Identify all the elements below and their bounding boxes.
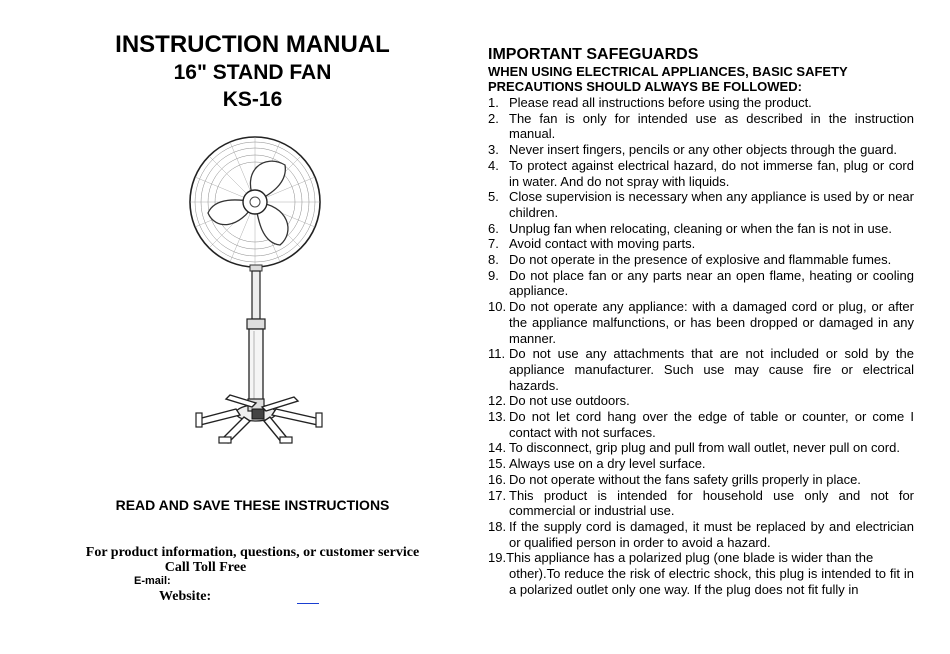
manual-title: INSTRUCTION MANUAL xyxy=(115,31,390,58)
list-item: 18. If the supply cord is damaged, it must be replaced by and electrician or qualified person in order to avoid a hazard. xyxy=(488,518,914,550)
list-item: 12. Do not use outdoors. xyxy=(488,393,630,409)
list-item: 16. Do not operate without the fans safety grills properly in place. xyxy=(488,471,861,487)
read-save-notice: READ AND SAVE THESE INSTRUCTIONS xyxy=(115,497,390,513)
model-number: KS-16 xyxy=(222,88,283,111)
list-item: 2. The fan is only for intended use as described in the instruction manual. xyxy=(488,110,914,142)
contact-info-line: For product information, questions, or customer service xyxy=(85,545,420,560)
safeguards-heading: IMPORTANT SAFEGUARDS xyxy=(488,46,699,63)
stand-fan-illustration xyxy=(170,125,330,450)
list-item: 10. Do not operate any appliance: with a damaged cord or plug, or after the appliance malfunctions, or has been dropped or damaged in any manner. xyxy=(488,299,914,346)
list-item: 11. Do not use any attachments that are not included or sold by the appliance manufacturer. Such use may cause fire or electrical hazards. xyxy=(488,346,914,393)
list-item: 8. Do not operate in the presence of explosive and flammable fumes. xyxy=(488,252,892,268)
website-link-underline[interactable] xyxy=(297,603,319,604)
email-label: E-mail: xyxy=(134,575,171,587)
product-name: 16" STAND FAN xyxy=(173,61,332,84)
list-item: 7. Avoid contact with moving parts. xyxy=(488,236,696,252)
website-label: Website: xyxy=(159,589,212,604)
list-item: 4. To protect against electrical hazard, do not immerse fan, plug or cord in water. And do not spray with liquids. xyxy=(488,157,914,189)
safety-subheading-line1: WHEN USING ELECTRICAL APPLIANCES, BASIC SAFETY xyxy=(488,64,848,79)
list-item: 17. This product is intended for household use only and not for commercial or industrial use. xyxy=(488,487,914,519)
list-item: 3. Never insert fingers, pencils or any other objects through the guard. xyxy=(488,142,898,158)
list-item: 9. Do not place fan or any parts near an open flame, heating or cooling appliance. xyxy=(488,267,914,299)
list-item: 6. Unplug fan when relocating, cleaning or when the fan is not in use. xyxy=(488,220,893,236)
safety-subheading-line2: PRECAUTIONS SHOULD ALWAYS BE FOLLOWED: xyxy=(488,79,802,94)
list-item: 5. Close supervision is necessary when any appliance is used by or near children. xyxy=(488,189,914,220)
safeguards-column xyxy=(488,46,914,598)
toll-free-label: Call Toll Free xyxy=(164,560,247,575)
list-item: 15. Always use on a dry level surface. xyxy=(488,456,706,472)
list-item: 14. To disconnect, grip plug and pull from wall outlet, never pull on cord. xyxy=(488,440,900,456)
list-item: 19.This appliance has a polarized plug (one blade is wider than the other).To reduce the risk of electric shock, this plug is intended to fit in a polarized outlet only one way. If the plug does not fit fully in xyxy=(488,550,914,597)
list-item: 13. Do not let cord hang over the edge of table or counter, or come I contact with not surfaces. xyxy=(488,409,914,440)
list-item: 1. Please read all instructions before using the product. xyxy=(488,95,812,110)
safeguards-list xyxy=(488,95,914,598)
